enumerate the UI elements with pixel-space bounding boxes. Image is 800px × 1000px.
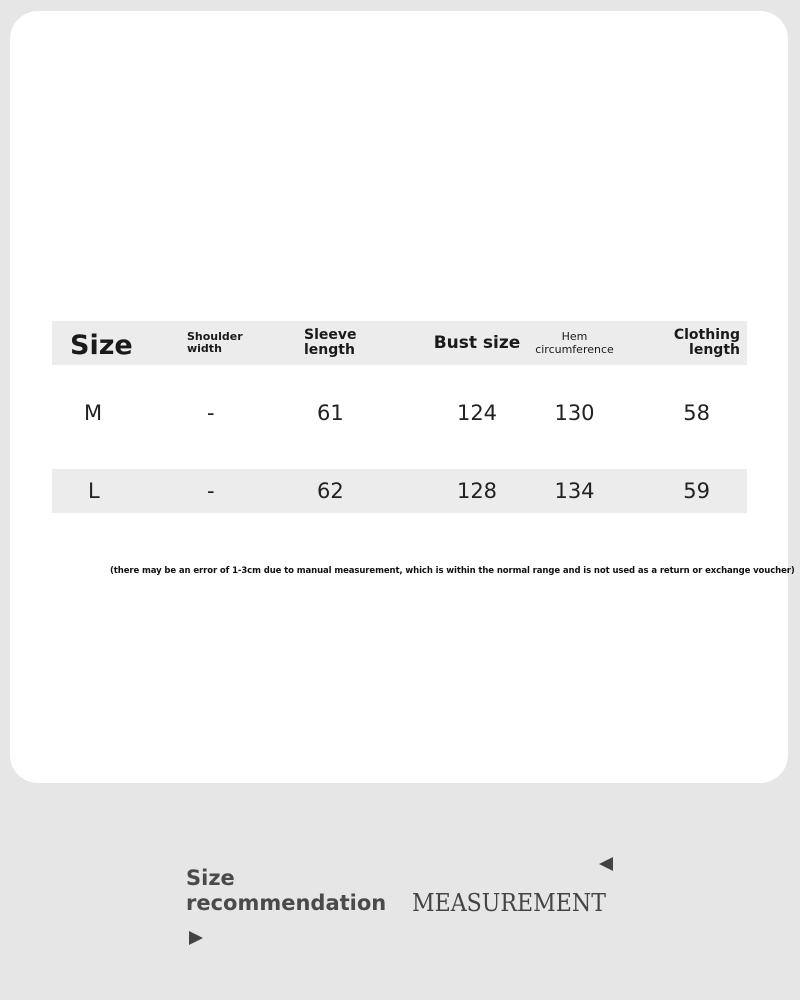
table-row: [52, 365, 747, 469]
header-shoulder-line1: Shoulder: [187, 330, 243, 343]
row-m-bust: 124: [456, 401, 498, 425]
row-m-shoulder: -: [207, 401, 215, 425]
header-shoulder-line2: width: [187, 342, 222, 355]
row-l-sleeve: 62: [317, 479, 344, 503]
header-clothing-length: [650, 321, 740, 365]
header-size-label: Size: [70, 329, 133, 361]
row-l-clothing: 59: [683, 479, 710, 503]
header-sleeve-length: [304, 321, 394, 365]
measurement-note: (there may be an error of 1-3cm due to manual measurement, which is within the normal range and is not used as a return or exchange voucher): [110, 566, 795, 576]
header-clothing-line1: Clothing: [673, 327, 740, 343]
header-bust-label: Bust size: [433, 333, 521, 353]
row-m-sleeve: 61: [317, 401, 344, 425]
header-shoulder-width: [187, 321, 277, 365]
header-size: [70, 321, 170, 365]
size-table: [52, 321, 747, 513]
header-sleeve-line2: length: [304, 342, 355, 358]
table-header-row: [52, 321, 747, 365]
header-hem-line2: circumference: [535, 343, 614, 356]
row-m-hem: 130: [554, 401, 595, 425]
triangle-left-icon: [599, 857, 613, 871]
title-line1: Size: [186, 866, 235, 890]
header-sleeve-line1: Sleeve: [304, 327, 357, 343]
row-m-clothing: 58: [683, 401, 710, 425]
title-line2: recommendation: [186, 891, 387, 915]
row-m-size: M: [84, 401, 103, 425]
header-hem-circumference: [522, 321, 627, 365]
row-l-hem: 134: [554, 479, 595, 503]
table-row: [52, 469, 747, 513]
row-l-bust: 128: [456, 479, 498, 503]
row-l-shoulder: -: [207, 479, 215, 503]
header-clothing-line2: length: [689, 342, 740, 358]
triangle-right-icon: [189, 931, 203, 945]
size-recommendation-title: [186, 866, 386, 916]
measurement-label: MEASUREMENT: [412, 889, 606, 917]
row-l-size: L: [88, 479, 100, 503]
header-hem-line1: Hem: [561, 330, 588, 343]
